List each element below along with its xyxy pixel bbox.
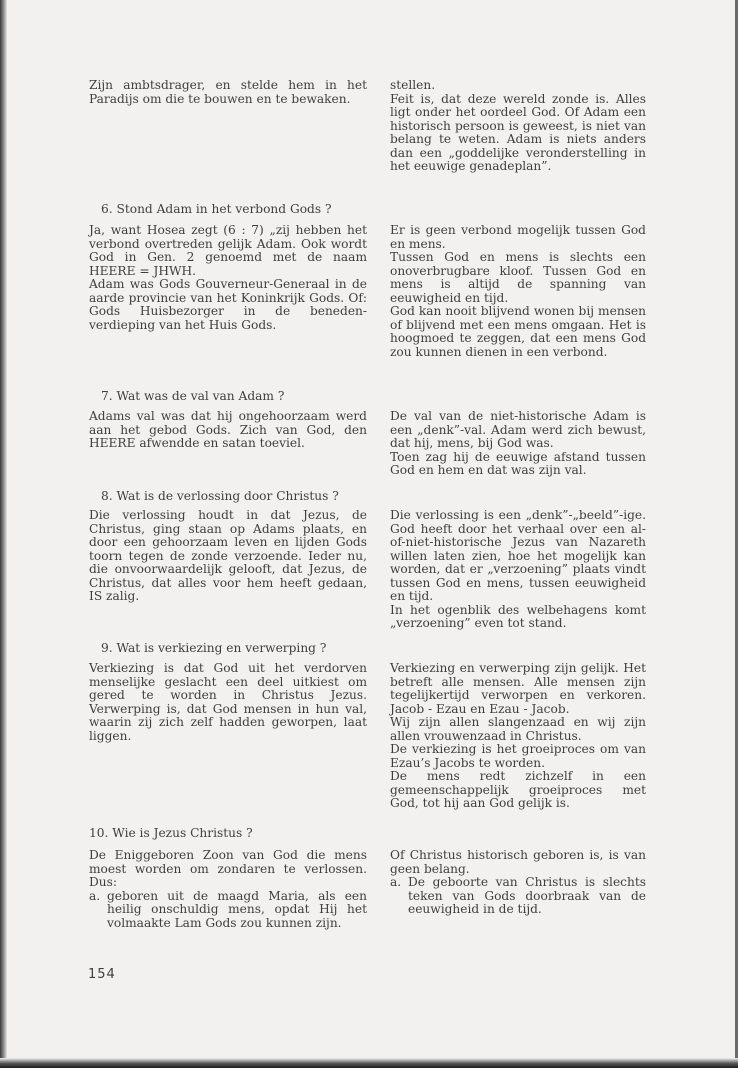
list-item-label: a. xyxy=(89,888,101,903)
answer-7-right xyxy=(390,410,646,478)
page-bottom-shadow xyxy=(0,1058,738,1068)
answer-paragraph: Verkiezing is dat God uit het verdorven menselijke geslacht een deel uitkiest om gered te worden in Christus Jezus. Verwerping is, dat God mensen in hun val, waarin zij zich zelf hadden geworpen, laat liggen. xyxy=(89,661,367,743)
answer-paragraph: Die verlossing houdt in dat Jezus, de Christus, ging staan op Adams plaats, en door een gehoorzaam leven en lijden Gods toorn tegen de zonde verzoende. Ieder nu, die onvoorwaardelijk gelooft, dat Jezus, de Christus, dat alles voor hem heeft gedaan, IS zalig. xyxy=(89,508,367,603)
answer-8-left xyxy=(89,509,367,604)
answer-paragraph: Adam was Gods Gouverneur-Generaal in de aarde provincie van het Koninkrijk Gods. Of: Gods Huisbezorger in de beneden-verdieping van het Huis Gods. xyxy=(89,277,367,332)
intro-left xyxy=(89,79,367,106)
answer-9-right xyxy=(390,662,646,811)
answer-paragraph: In het ogenblik des welbehagens komt „verzoening” even tot stand. xyxy=(390,602,646,630)
answer-paragraph: Die verlossing is een „denk”-„beeld”-ige. God heeft door het verhaal over een al-of-niet-historische Jezus van Nazareth willen laten zien, hoe het mogelijk kan worden, dat er „verzoening” plaats vindt tussen God en mens, tussen eeuwigheid en tijd. xyxy=(390,508,646,603)
answer-intro: De Eniggeboren Zoon van God die mens moest worden om zondaren te verlossen. Dus: xyxy=(89,848,367,889)
answer-paragraph: Verkiezing en verwerping zijn gelijk. Het betreft alle mensen. Alle mensen zijn tegelijkertijd verworpen en verkoren. Jacob - Ezau en Ezau - Jacob. xyxy=(390,661,646,716)
list-item-text: De geboorte van Christus is slechts teken van Gods doorbraak van de eeuwigheid in de tijd. xyxy=(408,875,646,916)
answer-intro: Of Christus historisch geboren is, is van geen belang. xyxy=(390,848,646,876)
answer-paragraph: Toen zag hij de eeuwige afstand tussen God en hem en dat was zijn val. xyxy=(390,449,646,477)
question-7: 7. Wat was de val van Adam ? xyxy=(101,389,285,403)
intro-right xyxy=(390,79,646,174)
list-item xyxy=(89,890,367,931)
answer-paragraph: De verkiezing is het groeiproces om van Ezau’s Jacobs te worden. xyxy=(390,742,646,770)
answer-8-right xyxy=(390,509,646,631)
answer-6-left xyxy=(89,224,367,332)
question-9: 9. Wat is verkiezing en verwerping ? xyxy=(101,641,327,655)
answer-paragraph: De mens redt zichzelf in een gemeenschappelijk groeiproces met God, tot hij aan God gelijk is. xyxy=(390,769,646,810)
intro-left-paragraph: Zijn ambtsdrager, en stelde hem in het Paradijs om die te bouwen en te bewaken. xyxy=(89,78,367,106)
intro-right-paragraph: Feit is, dat deze wereld zonde is. Alles ligt onder het oordeel God. Of Adam een historisch persoon is geweest, is niet van belang te weten. Adam is niets anders dan een „goddelijke veronderstelling in het eeuwige genadeplan”. xyxy=(390,91,646,173)
list-item-text: geboren uit de maagd Maria, als een heilig onschuldig mens, opdat Hij het volmaakte Lam Gods zou kunnen zijn. xyxy=(107,888,367,930)
list-item xyxy=(390,876,646,917)
answer-paragraph: Er is geen verbond mogelijk tussen God en mens. xyxy=(390,223,646,251)
answer-10-left xyxy=(89,849,367,930)
page-number: 154 xyxy=(88,967,116,982)
list-item-label: a. xyxy=(390,875,402,889)
answer-7-left xyxy=(89,410,367,451)
answer-6-right xyxy=(390,224,646,359)
question-6: 6. Stond Adam in het verbond Gods ? xyxy=(101,202,332,216)
intro-right-paragraph: stellen. xyxy=(390,78,436,92)
answer-10-right xyxy=(390,849,646,917)
answer-paragraph: De val van de niet-historische Adam is een „denk”-val. Adam werd zich bewust, dat hij, mens, bij God was. xyxy=(390,409,646,450)
answer-paragraph: Ja, want Hosea zegt (6 : 7) „zij hebben het verbond overtreden gelijk Adam. Ook wordt God in Gen. 2 genoemd met de naam HEERE = JHWH. xyxy=(89,223,367,278)
question-10: 10. Wie is Jezus Christus ? xyxy=(89,826,253,840)
question-8: 8. Wat is de verlossing door Christus ? xyxy=(101,489,339,503)
answer-paragraph: Wij zijn allen slangenzaad en wij zijn allen vrouwenzaad in Christus. xyxy=(390,715,646,743)
answer-paragraph: Tussen God en mens is slechts een onoverbrugbare kloof. Tussen God en mens is altijd de spanning van eeuwigheid en tijd. xyxy=(390,250,646,305)
answer-paragraph: God kan nooit blijvend wonen bij mensen of blijvend met een mens omgaan. Het is hoogmoed te zeggen, dat een mens God zou kunnen dienen in een verbond. xyxy=(390,304,646,359)
page-binding-shadow xyxy=(0,0,7,1068)
answer-9-left xyxy=(89,662,367,743)
answer-paragraph: Adams val was dat hij ongehoorzaam werd aan het gebod Gods. Zich van God, den HEERE afwendde en satan toeviel. xyxy=(89,409,367,450)
